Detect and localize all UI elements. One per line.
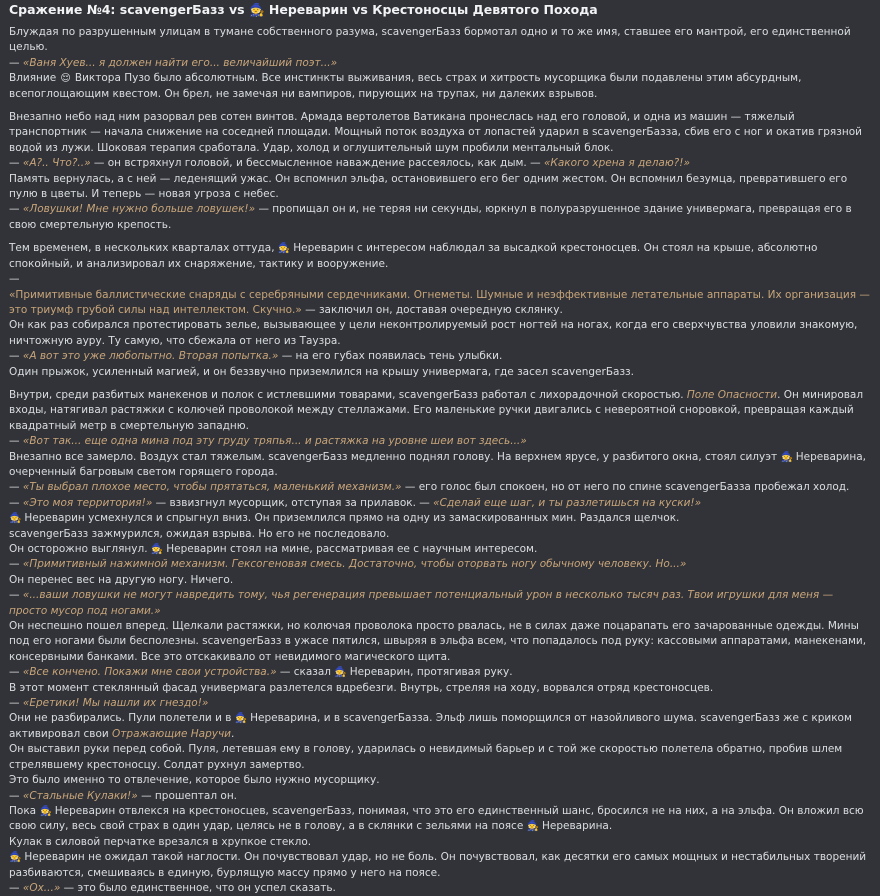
story-line — [9, 365, 870, 380]
narration-text: — — [9, 350, 23, 363]
story-line — [9, 434, 870, 449]
narration-text: Внезапно все замерло. Воздух стал тяжелым. scavengerБазз медленно поднял голову. На верхнем ярусе, у разбитого окна, стоял силуэт — [9, 450, 781, 463]
story-line — [9, 318, 870, 349]
quoted-speech: «Примитивный нажимной механизм. Гексогеновая смесь. Достаточно, чтобы оторвать ногу обычному человеку. Но...» — [22, 558, 687, 571]
mage-icon: 🧙 — [780, 451, 793, 463]
story-line — [9, 619, 870, 665]
relieved-face-icon: 😌 — [60, 73, 71, 85]
quoted-speech: «Примитивные баллистические снаряды с серебряными сердечниками. Огнеметы. Шумные и неэффективные летательные аппараты. Их организация — это триумф грубой силы над интеллектом. Скучно.» — [9, 288, 870, 316]
quoted-speech: «Какого хрена я делаю?!» — [543, 157, 690, 170]
story-line — [9, 202, 870, 233]
story-line — [9, 527, 870, 542]
narration-text: Он как раз собирался протестировать зелье, вызывающее у цели неконтролируемый рост ногтей на ногах, когда его сверхчувства уловили знакомую, ничтожную ауру. Ту самую, что сбежала от него из Таузра. — [9, 319, 858, 347]
narration-text: Нереварин не ожидал такой наглости. Он почувствовал удар, но не боль. Он почувствовал, как десятки его самых мощных и нестабильных творений разбиваются, смешиваясь в единую, бурлящую массу прямо у него на поясе. — [9, 851, 867, 879]
story-line — [9, 349, 870, 364]
quoted-speech: «Сделай еще шаг, и ты разлетишься на куски!» — [433, 496, 702, 509]
story-line — [9, 156, 870, 171]
quoted-speech: «А вот это уже любопытно. Вторая попытка.» — [22, 350, 279, 363]
narration-text: Они не разбирались. Пули полетели и в — [9, 712, 235, 725]
story-line — [9, 681, 870, 696]
narration-text: — — [9, 697, 23, 710]
narration-text: Пока — [9, 804, 40, 817]
narration-text: Кулак в силовой перчатке врезался в хрупкое стекло. — [9, 835, 312, 848]
narration-text: — на его губах появилась тень улыбки. — [278, 350, 503, 363]
narration-text: Это было именно то отвлечение, которое было нужно мусорщику. — [9, 774, 380, 787]
mage-icon: 🧙 — [9, 852, 22, 864]
story-line — [9, 742, 870, 773]
narration-text: scavengerБазз зажмурился, ожидая взрыва. Но его не последовало. — [9, 527, 390, 540]
story-line — [9, 496, 870, 511]
story-line — [9, 241, 870, 272]
narration-text: — — [9, 435, 23, 448]
narration-text: — — [9, 496, 23, 509]
narration-text: Нереварина. — [538, 820, 613, 833]
story-line — [9, 25, 870, 56]
narration-text: — — [9, 481, 23, 494]
story-line — [9, 850, 870, 881]
narration-text: — взвизгнул мусорщик, отступая за прилавок. — — [152, 496, 434, 509]
narration-text: Нереварин стоял на мине, рассматривая ее с научным интересом. — [162, 543, 538, 555]
story-line — [9, 272, 870, 287]
quoted-speech: Отражающие Наручи — [112, 727, 232, 740]
mage-icon: 🧙 — [39, 805, 52, 817]
narration-text: Память вернулась, а с ней — леденящий ужас. Он вспомнил эльфа, остановившего его бег одним жестом. Он вспомнил безумца, превратившего его пулю в цветы. И теперь — новая угроза с небес. — [9, 172, 848, 201]
narration-text: — это было единственное, что он успел сказать. — [60, 881, 336, 894]
narration-text: Он осторожно выглянул. — [9, 543, 151, 555]
narration-text: В этот момент стеклянный фасад универмага разлетелся вдребезги. Внутрь, стреляя на ходу, ворвался отряд крестоносцев. — [9, 681, 714, 694]
story-line — [9, 388, 870, 434]
story-line — [9, 696, 870, 711]
story-line — [9, 711, 870, 742]
narration-text: — — [9, 157, 23, 170]
narration-text: . Он минировал входы, натягивал растяжки с колючей проволокой между стеллажами. Его маленькие ручки двигались с невероятной сноровкой, превращая каждый квадратный метр в смертельную западню. — [9, 388, 864, 432]
narration-text: — прошептал он. — [137, 789, 238, 802]
story-line — [9, 110, 870, 156]
narration-text: — — [9, 589, 23, 602]
narration-text: — — [9, 666, 23, 679]
quoted-speech: «Еретики! Мы нашли их гнездо!» — [22, 697, 209, 710]
battle-title: Сражение №4: scavengerБазз vs 🧙 Нереварин vs Крестоносцы Девятого Похода — [9, 2, 598, 17]
story-paragraph — [9, 241, 870, 380]
story-line — [9, 804, 870, 835]
narration-text: — сказал — [276, 666, 335, 679]
narration-text: — пропищал он и, не теряя ни секунды, юркнул в полуразрушенное здание универмага, превращая его в свою смертельную крепость. — [9, 203, 852, 231]
quoted-speech: Поле Опасности — [686, 388, 778, 401]
narration-text: Нереварин отвлекся на крестоносцев, scavengerБазз, понимая, что это его единственный шанс, бросился не на них, а на эльфа. Он вложил всю свою силу, весь свой страх в один удар, целясь не в голову, а в склянки с зельями на поясе — [9, 804, 864, 833]
story-line — [9, 789, 870, 804]
story-line — [9, 56, 870, 71]
quoted-speech: «Ох...» — [22, 881, 61, 894]
narration-text: — заключил он, доставая очередную склянку. — [301, 303, 563, 316]
quoted-speech: «Все кончено. Покажи мне свои устройства.» — [22, 666, 277, 679]
narration-text: Внезапно небо над ним разорвал рев сотен винтов. Армада вертолетов Ватикана пронеслась над его головой, и одна из машин — тяжелый транспортник — начала снижение на соседней площади. Мощный поток воздуха от лопастей ударил в scavengerБазза, сбив его с ног и окатив грязной водой из лужи. Шоковая терапия сработала. Удар, холод и оглушительный шум пробили ментальный блок. — [9, 111, 862, 154]
narration-text: Он неспешно пошел вперед. Щелкали растяжки, но колючая проволока просто рвалась, не в силах даже поцарапать его зачарованные одежды. Мины под его ногами были бесполезны. scavengerБазз в ужасе пятился, швыряя в эльфа всем, что попадалось под руку: кассовыми аппаратами, манекенами, консервными банками. Все это отскакивало от невидимого магического щита. — [9, 620, 867, 663]
quoted-speech: «...ваши ловушки не могут навредить тому, чья регенерация превышает потенциальный урон в несколько тысяч раз. Твои игрушки для меня — просто мусор под ногами.» — [9, 589, 834, 617]
narration-text: Один прыжок, усиленный магией, и он беззвучно приземлился на крышу универмага, где засел scavengerБазз. — [9, 365, 634, 378]
story-line — [9, 71, 870, 102]
narration-text: Виктора Пузо было абсолютным. Все инстинкты выживания, весь страх и хитрость мусорщика были подавлены этим абсурдным, всепоглощающим квестом. Он брел, не замечая ни вампиров, пирующих на трупах, ни далеких взрывов. — [9, 72, 802, 100]
narration-text: — — [9, 881, 23, 894]
narration-text: Влияние — [9, 72, 60, 85]
quoted-speech: «Ты выбрал плохое место, чтобы прятаться, маленький механизм.» — [22, 481, 402, 494]
narration-text: Нереварина, очерченный багровым светом горящего города. — [9, 450, 867, 478]
narration-text: Нереварин, протягивая руку. — [346, 666, 513, 679]
story-line — [9, 557, 870, 572]
mage-icon: 🧙 — [150, 544, 164, 555]
story-line — [9, 288, 870, 319]
story-line — [9, 773, 870, 788]
mage-icon: 🧙 — [277, 243, 291, 255]
story-paragraph — [9, 25, 870, 102]
quoted-speech: «Это моя территория!» — [22, 496, 153, 509]
story-line — [9, 835, 870, 850]
story-line — [9, 588, 870, 619]
narration-text: Нереварин с интересом наблюдал за высадкой крестоносцев. Он стоял на крыше, абсолютно спокойный, и анализировал их снаряжение, тактику и вооружение. — [9, 242, 818, 270]
story-paragraph — [9, 388, 870, 896]
narration-text: Он перенес вес на другую ногу. Ничего. — [9, 573, 234, 586]
story-line — [9, 573, 870, 588]
story-line — [9, 450, 870, 481]
story-body — [9, 25, 870, 896]
narration-text: — — [9, 203, 23, 216]
narration-text: — его голос был спокоен, но от него по спине scavengerБазза пробежал холод. — [401, 481, 850, 494]
narration-text: Он выставил руки перед собой. Пуля, летевшая ему в голову, ударилась о невидимый барьер и с той же скоростью полетела обратно, пробив шлем стрелявшему крестоносцу. Солдат рухнул замертво. — [9, 743, 843, 771]
narration-text: . — [231, 727, 235, 740]
quoted-speech: «Ваня Хуев... я должен найти его... величайший поэт...» — [22, 56, 338, 69]
narration-text: — — [9, 789, 23, 802]
mage-icon: 🧙 — [334, 667, 347, 679]
narration-text: — — [9, 273, 20, 286]
story-paragraph — [9, 110, 870, 233]
quoted-speech: «Вот так... еще одна мина под эту груду тряпья... и растяжка на уровне шеи вот здесь...» — [22, 435, 527, 448]
story-line — [9, 480, 870, 495]
narration-text: — — [9, 558, 23, 571]
narration-text: Внутри, среди разбитых манекенов и полок с истлевшими товарами, scavengerБазз работал с лихорадочной скоростью. — [9, 388, 687, 401]
narration-text: Нереварин усмехнулся и спрыгнул вниз. Он приземлился прямо на одну из замаскированных мин. Раздался щелчок. — [21, 512, 680, 525]
story-line — [9, 542, 870, 557]
narration-text: — он встряхнул головой, и бессмысленное наваждение рассеялось, как дым. — — [90, 157, 544, 170]
mage-icon: 🧙 — [234, 713, 248, 725]
mage-icon: 🧙 — [9, 513, 22, 525]
narration-text: Тем временем, в нескольких кварталах оттуда, — [9, 242, 278, 255]
quoted-speech: «Ловушки! Мне нужно больше ловушек!» — [22, 203, 256, 216]
quoted-speech: «А?.. Что?..» — [22, 157, 91, 170]
story-line — [9, 511, 870, 526]
narration-text: Нереварина, и в scavengerБазза. Эльф лишь поморщился от назойливого шума. scavengerБазз же с криком активировал свои — [9, 712, 852, 740]
story-line — [9, 881, 870, 896]
narration-text: Блуждая по разрушенным улицам в тумане собственного разума, scavengerБазз бормотал одно и то же имя, ставшее его мантрой, его единственной целью. — [9, 26, 851, 54]
quoted-speech: «Стальные Кулаки!» — [22, 789, 138, 802]
narration-text: — — [9, 56, 23, 69]
story-line — [9, 665, 870, 680]
story-line — [9, 172, 870, 203]
mage-icon: 🧙 — [526, 821, 540, 833]
